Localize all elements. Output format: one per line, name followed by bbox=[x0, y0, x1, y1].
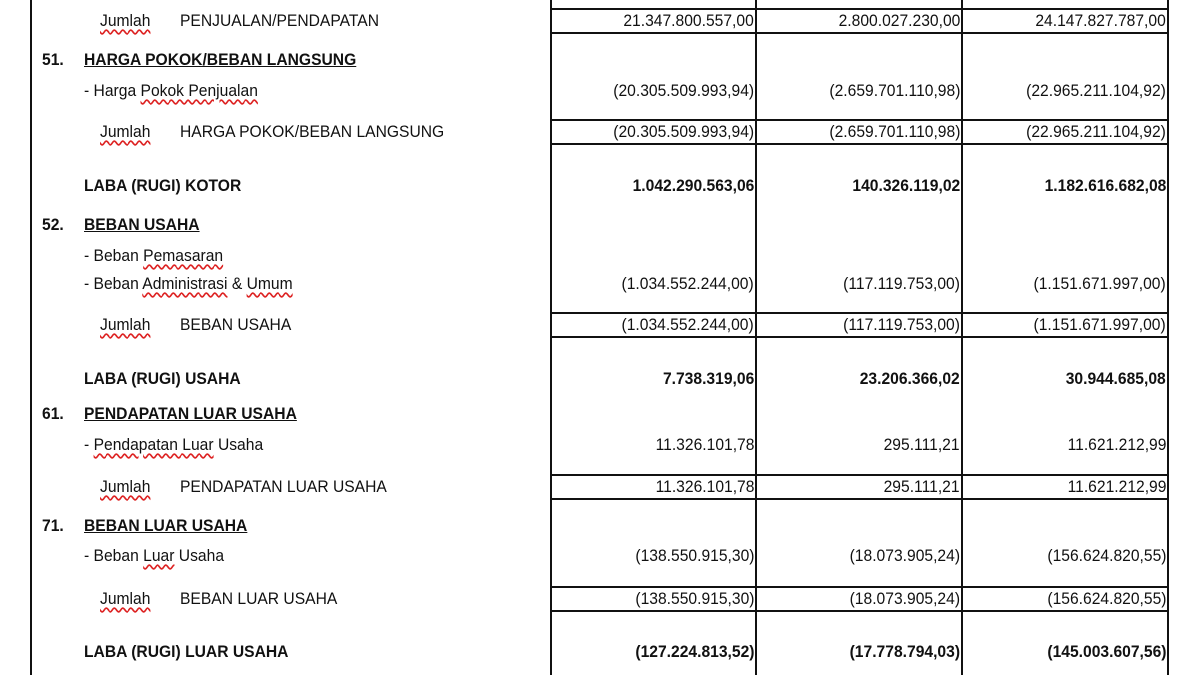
value-col-3: 1.182.616.682,08 bbox=[1044, 176, 1166, 195]
item-prefix: - bbox=[84, 435, 90, 454]
row-jumlah bbox=[0, 119, 1200, 145]
section-number: 71. bbox=[42, 516, 64, 535]
item-word: Pokok Penjualan bbox=[140, 81, 258, 100]
jumlah-title: HARGA POKOK/BEBAN LANGSUNG bbox=[180, 122, 445, 141]
jumlah-title: PENDAPATAN LUAR USAHA bbox=[180, 477, 387, 496]
total-label: LABA (RUGI) LUAR USAHA bbox=[84, 642, 289, 661]
item-prefix: - Beban bbox=[84, 246, 139, 265]
item-label bbox=[84, 543, 224, 569]
section-title: BEBAN LUAR USAHA bbox=[84, 516, 248, 535]
row-section bbox=[0, 212, 1200, 238]
value-col-2: (18.073.905,24) bbox=[849, 546, 960, 565]
row-item bbox=[0, 271, 1200, 297]
value-col-3: 11.621.212,99 bbox=[1067, 477, 1166, 496]
section-number: 61. bbox=[42, 404, 64, 423]
value-col-2: 295.111,21 bbox=[884, 477, 960, 496]
value-col-3: (1.151.671.997,00) bbox=[1033, 315, 1166, 334]
value-col-3: 30.944.685,08 bbox=[1065, 369, 1166, 388]
row-jumlah bbox=[0, 474, 1200, 500]
jumlah-label: Jumlah bbox=[100, 477, 151, 496]
item-word: Pendapatan Luar bbox=[93, 435, 214, 454]
value-col-1: (1.034.552.244,00) bbox=[621, 315, 754, 334]
value-col-1: (20.305.509.993,94) bbox=[613, 122, 754, 141]
row-total bbox=[0, 366, 1200, 392]
item-label bbox=[84, 432, 263, 458]
item-prefix: - Beban bbox=[84, 274, 139, 293]
section-title: PENDAPATAN LUAR USAHA bbox=[84, 404, 297, 423]
row-item bbox=[0, 78, 1200, 104]
value-col-2: (17.778.794,03) bbox=[849, 642, 960, 661]
value-col-1: (138.550.915,30) bbox=[634, 589, 754, 608]
value-col-2: 140.326.119,02 bbox=[852, 176, 960, 195]
row-jumlah bbox=[0, 312, 1200, 338]
value-col-3: (156.624.820,55) bbox=[1046, 589, 1166, 608]
row-jumlah bbox=[0, 8, 1200, 34]
section-number: 51. bbox=[42, 50, 64, 69]
value-col-3: (156.624.820,55) bbox=[1046, 546, 1166, 565]
value-col-3: (22.965.211.104,92) bbox=[1026, 81, 1166, 100]
value-col-2: (117.119.753,00) bbox=[843, 274, 960, 293]
value-col-2: (2.659.701.110,98) bbox=[828, 81, 960, 100]
value-col-2: 23.206.366,02 bbox=[859, 369, 960, 388]
value-col-3: (22.965.211.104,92) bbox=[1026, 122, 1166, 141]
value-col-1: 1.042.290.563,06 bbox=[632, 176, 754, 195]
value-col-2: 295.111,21 bbox=[884, 435, 960, 454]
jumlah-title: PENJUALAN/PENDAPATAN bbox=[180, 11, 380, 30]
jumlah-label: Jumlah bbox=[100, 122, 151, 141]
value-col-3: (1.151.671.997,00) bbox=[1033, 274, 1166, 293]
jumlah-label: Jumlah bbox=[100, 589, 151, 608]
total-label: LABA (RUGI) USAHA bbox=[84, 369, 241, 388]
value-col-1: (1.034.552.244,00) bbox=[621, 274, 754, 293]
row-section bbox=[0, 513, 1200, 539]
value-col-1: 11.326.101,78 bbox=[655, 435, 754, 454]
value-col-2: (117.119.753,00) bbox=[843, 315, 960, 334]
jumlah-title: BEBAN USAHA bbox=[180, 315, 292, 334]
value-col-1: 7.738.319,06 bbox=[662, 369, 754, 388]
item-word: Administrasi bbox=[142, 274, 228, 293]
value-col-1: 11.326.101,78 bbox=[655, 477, 754, 496]
item-suffix: Usaha bbox=[178, 546, 225, 565]
section-title: HARGA POKOK/BEBAN LANGSUNG bbox=[84, 50, 357, 69]
row-item bbox=[0, 432, 1200, 458]
value-col-2: (18.073.905,24) bbox=[849, 589, 960, 608]
value-col-2: 2.800.027.230,00 bbox=[838, 11, 960, 30]
item-word-2: Umum bbox=[246, 274, 293, 293]
row-item bbox=[0, 243, 1200, 269]
item-prefix: - Harga bbox=[84, 81, 137, 100]
value-col-1: (138.550.915,30) bbox=[634, 546, 754, 565]
jumlah-label: Jumlah bbox=[100, 315, 151, 334]
item-label bbox=[84, 243, 223, 269]
section-number: 52. bbox=[42, 215, 64, 234]
item-word: Pemasaran bbox=[143, 246, 224, 265]
value-col-3: 11.621.212,99 bbox=[1067, 435, 1166, 454]
row-jumlah bbox=[0, 586, 1200, 612]
value-col-1: (20.305.509.993,94) bbox=[613, 81, 754, 100]
row-total bbox=[0, 173, 1200, 199]
item-label bbox=[84, 78, 258, 104]
value-col-3: 24.147.827.787,00 bbox=[1035, 11, 1166, 30]
item-label bbox=[84, 271, 293, 297]
item-word: Luar bbox=[143, 546, 175, 565]
section-title: BEBAN USAHA bbox=[84, 215, 200, 234]
row-total bbox=[0, 639, 1200, 665]
item-suffix: & bbox=[231, 274, 243, 293]
value-col-1: 21.347.800.557,00 bbox=[623, 11, 754, 30]
value-col-3: (145.003.607,56) bbox=[1046, 642, 1166, 661]
item-prefix: - Beban bbox=[84, 546, 139, 565]
value-col-1: (127.224.813,52) bbox=[634, 642, 754, 661]
item-suffix: Usaha bbox=[217, 435, 264, 454]
value-col-2: (2.659.701.110,98) bbox=[828, 122, 960, 141]
row-section bbox=[0, 47, 1200, 73]
jumlah-label: Jumlah bbox=[100, 11, 151, 30]
row-section bbox=[0, 401, 1200, 427]
row-item bbox=[0, 543, 1200, 569]
total-label: LABA (RUGI) KOTOR bbox=[84, 176, 242, 195]
jumlah-title: BEBAN LUAR USAHA bbox=[180, 589, 338, 608]
